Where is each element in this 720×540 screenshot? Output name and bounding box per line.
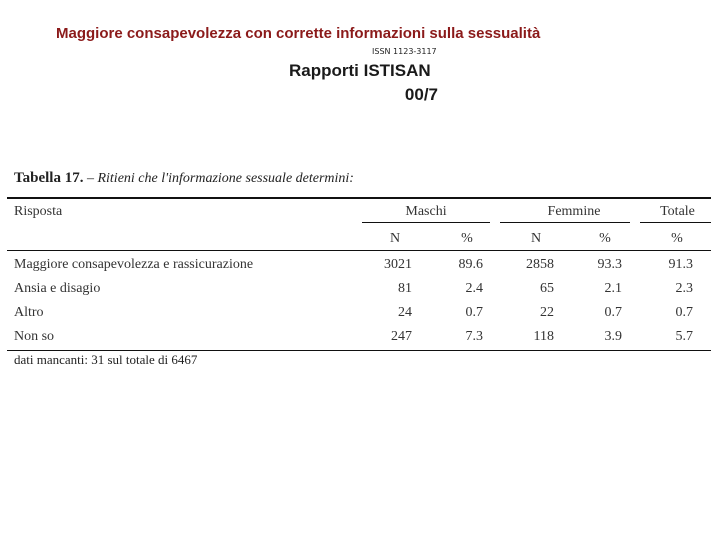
subheader-maschi-pct: %	[461, 231, 473, 246]
group-header-rule-maschi	[362, 222, 490, 223]
cell-maschi-n: 81	[398, 281, 412, 296]
subheader-femmine-pct: %	[599, 231, 611, 246]
subheader-femmine-n: N	[530, 231, 542, 246]
cell-femmine-n: 2858	[526, 257, 554, 272]
header-bottom-rule	[7, 250, 711, 251]
cell-femmine-pct: 0.7	[604, 305, 622, 320]
issn-label: ISSN 1123-3117	[372, 47, 437, 56]
table-caption-label: Tabella 17.	[14, 170, 84, 186]
series-title: Rapporti ISTISAN	[289, 61, 431, 80]
table-bottom-rule	[7, 350, 711, 351]
table-footnote: dati mancanti: 31 sul totale di 6467	[14, 352, 198, 367]
cell-maschi-pct: 89.6	[458, 257, 483, 272]
cell-totale-pct: 0.7	[675, 305, 693, 320]
row-label: Maggiore consapevolezza e rassicurazione	[14, 257, 254, 272]
cell-totale-pct: 91.3	[668, 257, 693, 272]
group-header-rule-totale	[640, 222, 711, 223]
subheader-maschi-n: N	[389, 231, 401, 246]
cell-femmine-n: 22	[540, 305, 554, 320]
header-risposta: Risposta	[14, 204, 63, 219]
cell-femmine-pct: 2.1	[604, 281, 622, 296]
slide-title: Maggiore consapevolezza con corrette informazioni sulla sessualità	[56, 25, 541, 42]
cell-femmine-n: 118	[533, 329, 554, 344]
cell-totale-pct: 2.3	[675, 281, 693, 296]
header-femmine: Femmine	[547, 204, 601, 219]
cell-femmine-pct: 93.3	[597, 257, 622, 272]
subheader-totale-pct: %	[671, 231, 683, 246]
row-label: Ansia e disagio	[14, 281, 101, 296]
header-totale: Totale	[660, 204, 695, 219]
cell-maschi-n: 3021	[384, 257, 412, 272]
header-maschi: Maschi	[405, 204, 447, 219]
table-caption	[14, 170, 434, 187]
cell-maschi-pct: 7.3	[465, 329, 483, 344]
cell-maschi-n: 24	[398, 305, 412, 320]
cell-totale-pct: 5.7	[675, 329, 693, 344]
cell-femmine-n: 65	[540, 281, 554, 296]
row-label: Non so	[14, 329, 55, 344]
cell-maschi-n: 247	[391, 329, 412, 344]
series-number: 00/7	[404, 85, 438, 104]
group-header-rule-femmine	[500, 222, 630, 223]
table-caption-text: – Ritieni che l'informazione sessuale determini:	[86, 171, 354, 186]
cell-maschi-pct: 0.7	[465, 305, 483, 320]
cell-maschi-pct: 2.4	[465, 281, 483, 296]
cell-femmine-pct: 3.9	[604, 329, 622, 344]
row-label: Altro	[14, 305, 44, 320]
table-top-rule	[7, 197, 711, 199]
